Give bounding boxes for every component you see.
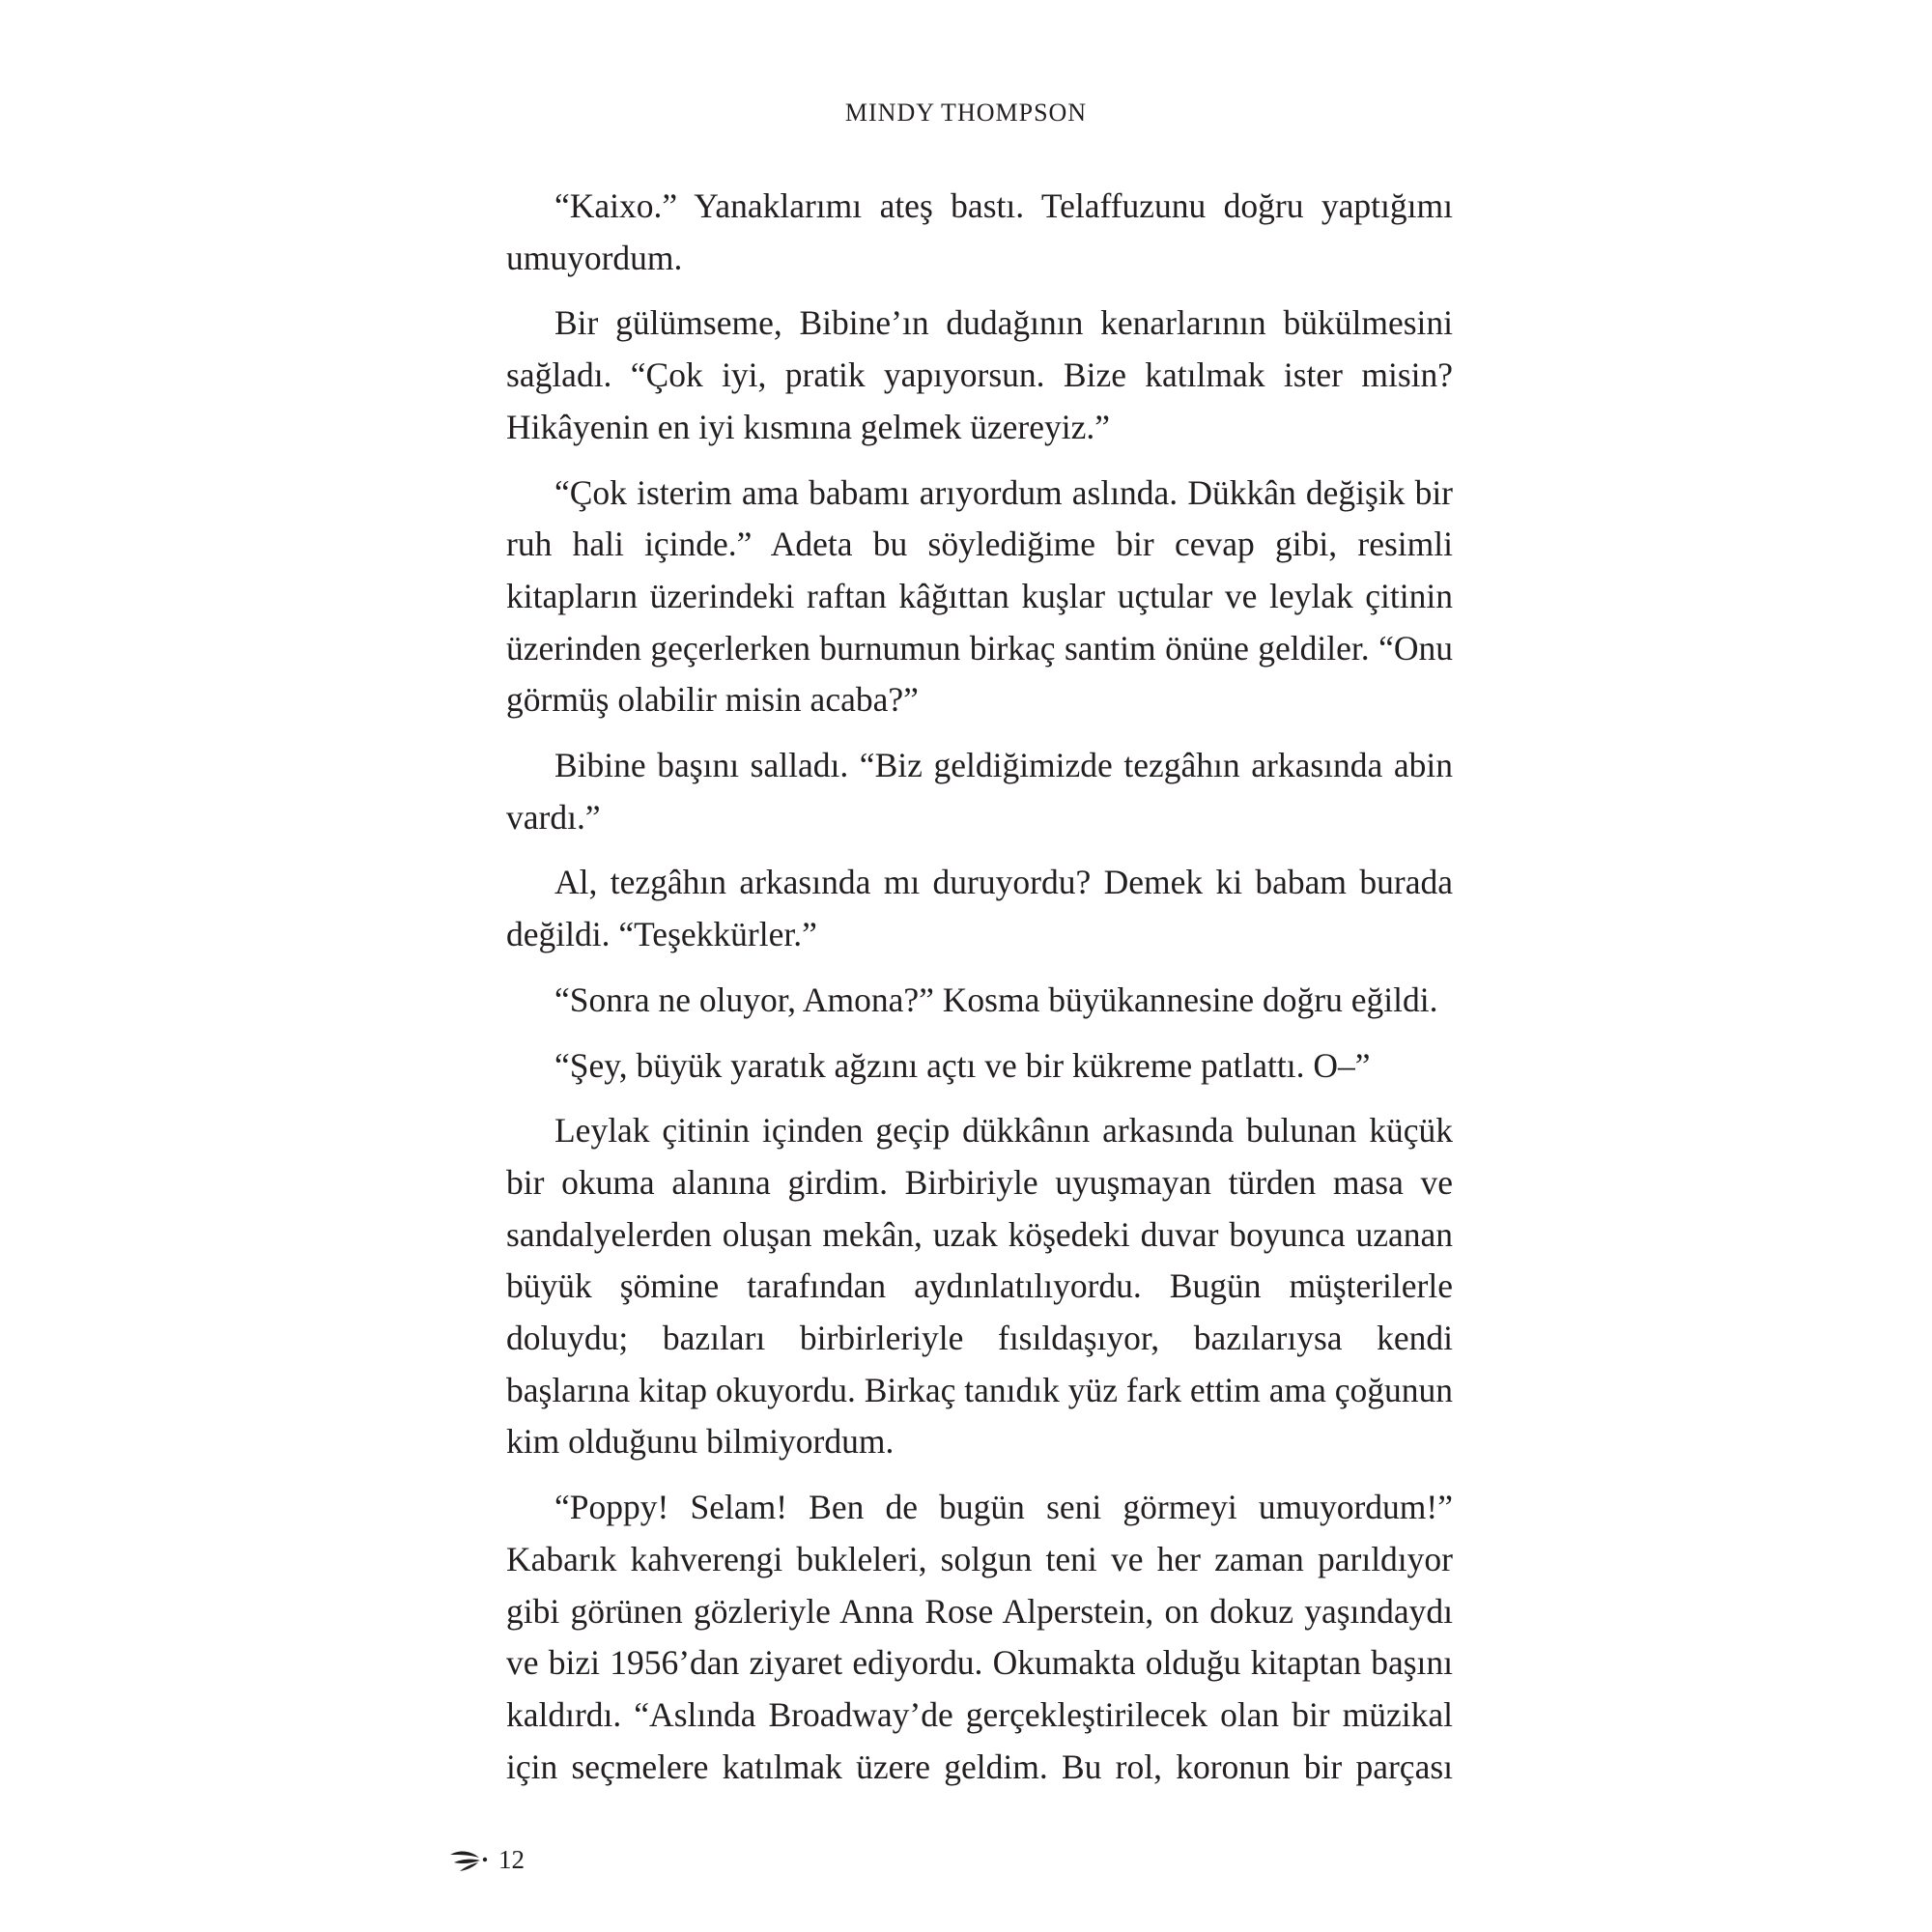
paragraph: Bibine başını salladı. “Biz geldiğimizde tezgâhın arkasında abin vardı.” <box>506 746 1453 837</box>
paragraph: Bir gülümseme, Bibine’ın dudağının kenarlarının bükülmesini sağladı. “Çok iyi, pratik yapıyorsun. Bize katılmak ister misin? Hikâyenin en iyi kısmına gelmek üzereyiz.” <box>506 303 1453 446</box>
paragraph: “Poppy! Selam! Ben de bugün seni görmeyi umuyordum!” Kabarık kahverengi bukleleri, solgun teni ve her zaman parıldıyor gibi görünen gözleriyle Anna Rose Alperstein, on dokuz yaşındaydı ve bizi 1956’dan ziyaret ediyordu. Okumakta olduğu kitaptan başını kaldırdı. “Aslında Broadway’de gerçekleştirilecek olan bir müzikal için seçmelere katılmak üzere geldim. Bu rol, koronun bir parçası <box>506 1488 1453 1786</box>
paragraph: Leylak çitinin içinden geçip dükkânın arkasında bulunan küçük bir okuma alanına girdim. Birbiriyle uyuşmayan türden masa ve sandalyelerden oluşan mekân, uzak köşedeki duvar boyunca uzanan büyük şömine tarafından aydınlatılıyordu. Bugün müşterilerle doluydu; bazıları birbirleriyle fısıldaşıyor, bazılarıysa kendi başlarına kitap okuyordu. Birkaç tanıdık yüz fark ettim ama çoğunun kim olduğunu bilmiyordum. <box>506 1111 1453 1462</box>
body-text <box>506 181 1453 1793</box>
flying-bird-ornament-icon <box>448 1845 491 1874</box>
paragraph: “Şey, büyük yaratık ağzını açtı ve bir kükreme patlattı. O–” <box>554 1045 1371 1085</box>
paragraph: “Çok isterim ama babamı arıyordum aslında. Dükkân değişik bir ruh hali içinde.” Adeta bu söylediğime bir cevap gibi, resimli kitapların üzerindeki raftan kâğıttan kuşlar uçtular ve leylak çitinin üzerinden geçerlerken burnumun birkaç santim önüne geldiler. “Onu görmüş olabilir misin acaba?” <box>506 472 1453 720</box>
paragraph: “Sonra ne oluyor, Amona?” Kosma büyükannesine doğru eğildi. <box>554 980 1438 1019</box>
paragraph: Al, tezgâhın arkasında mı duruyordu? Demek ki babam burada değildi. “Teşekkürler.” <box>506 863 1453 954</box>
page-number: 12 <box>498 1844 525 1874</box>
running-head: MINDY THOMPSON <box>844 99 1088 127</box>
page-footer <box>448 1835 525 1884</box>
paragraph: “Kaixo.” Yanaklarımı ateş bastı. Telaffuzunu doğru yaptığımı umuyordum. <box>506 186 1453 277</box>
